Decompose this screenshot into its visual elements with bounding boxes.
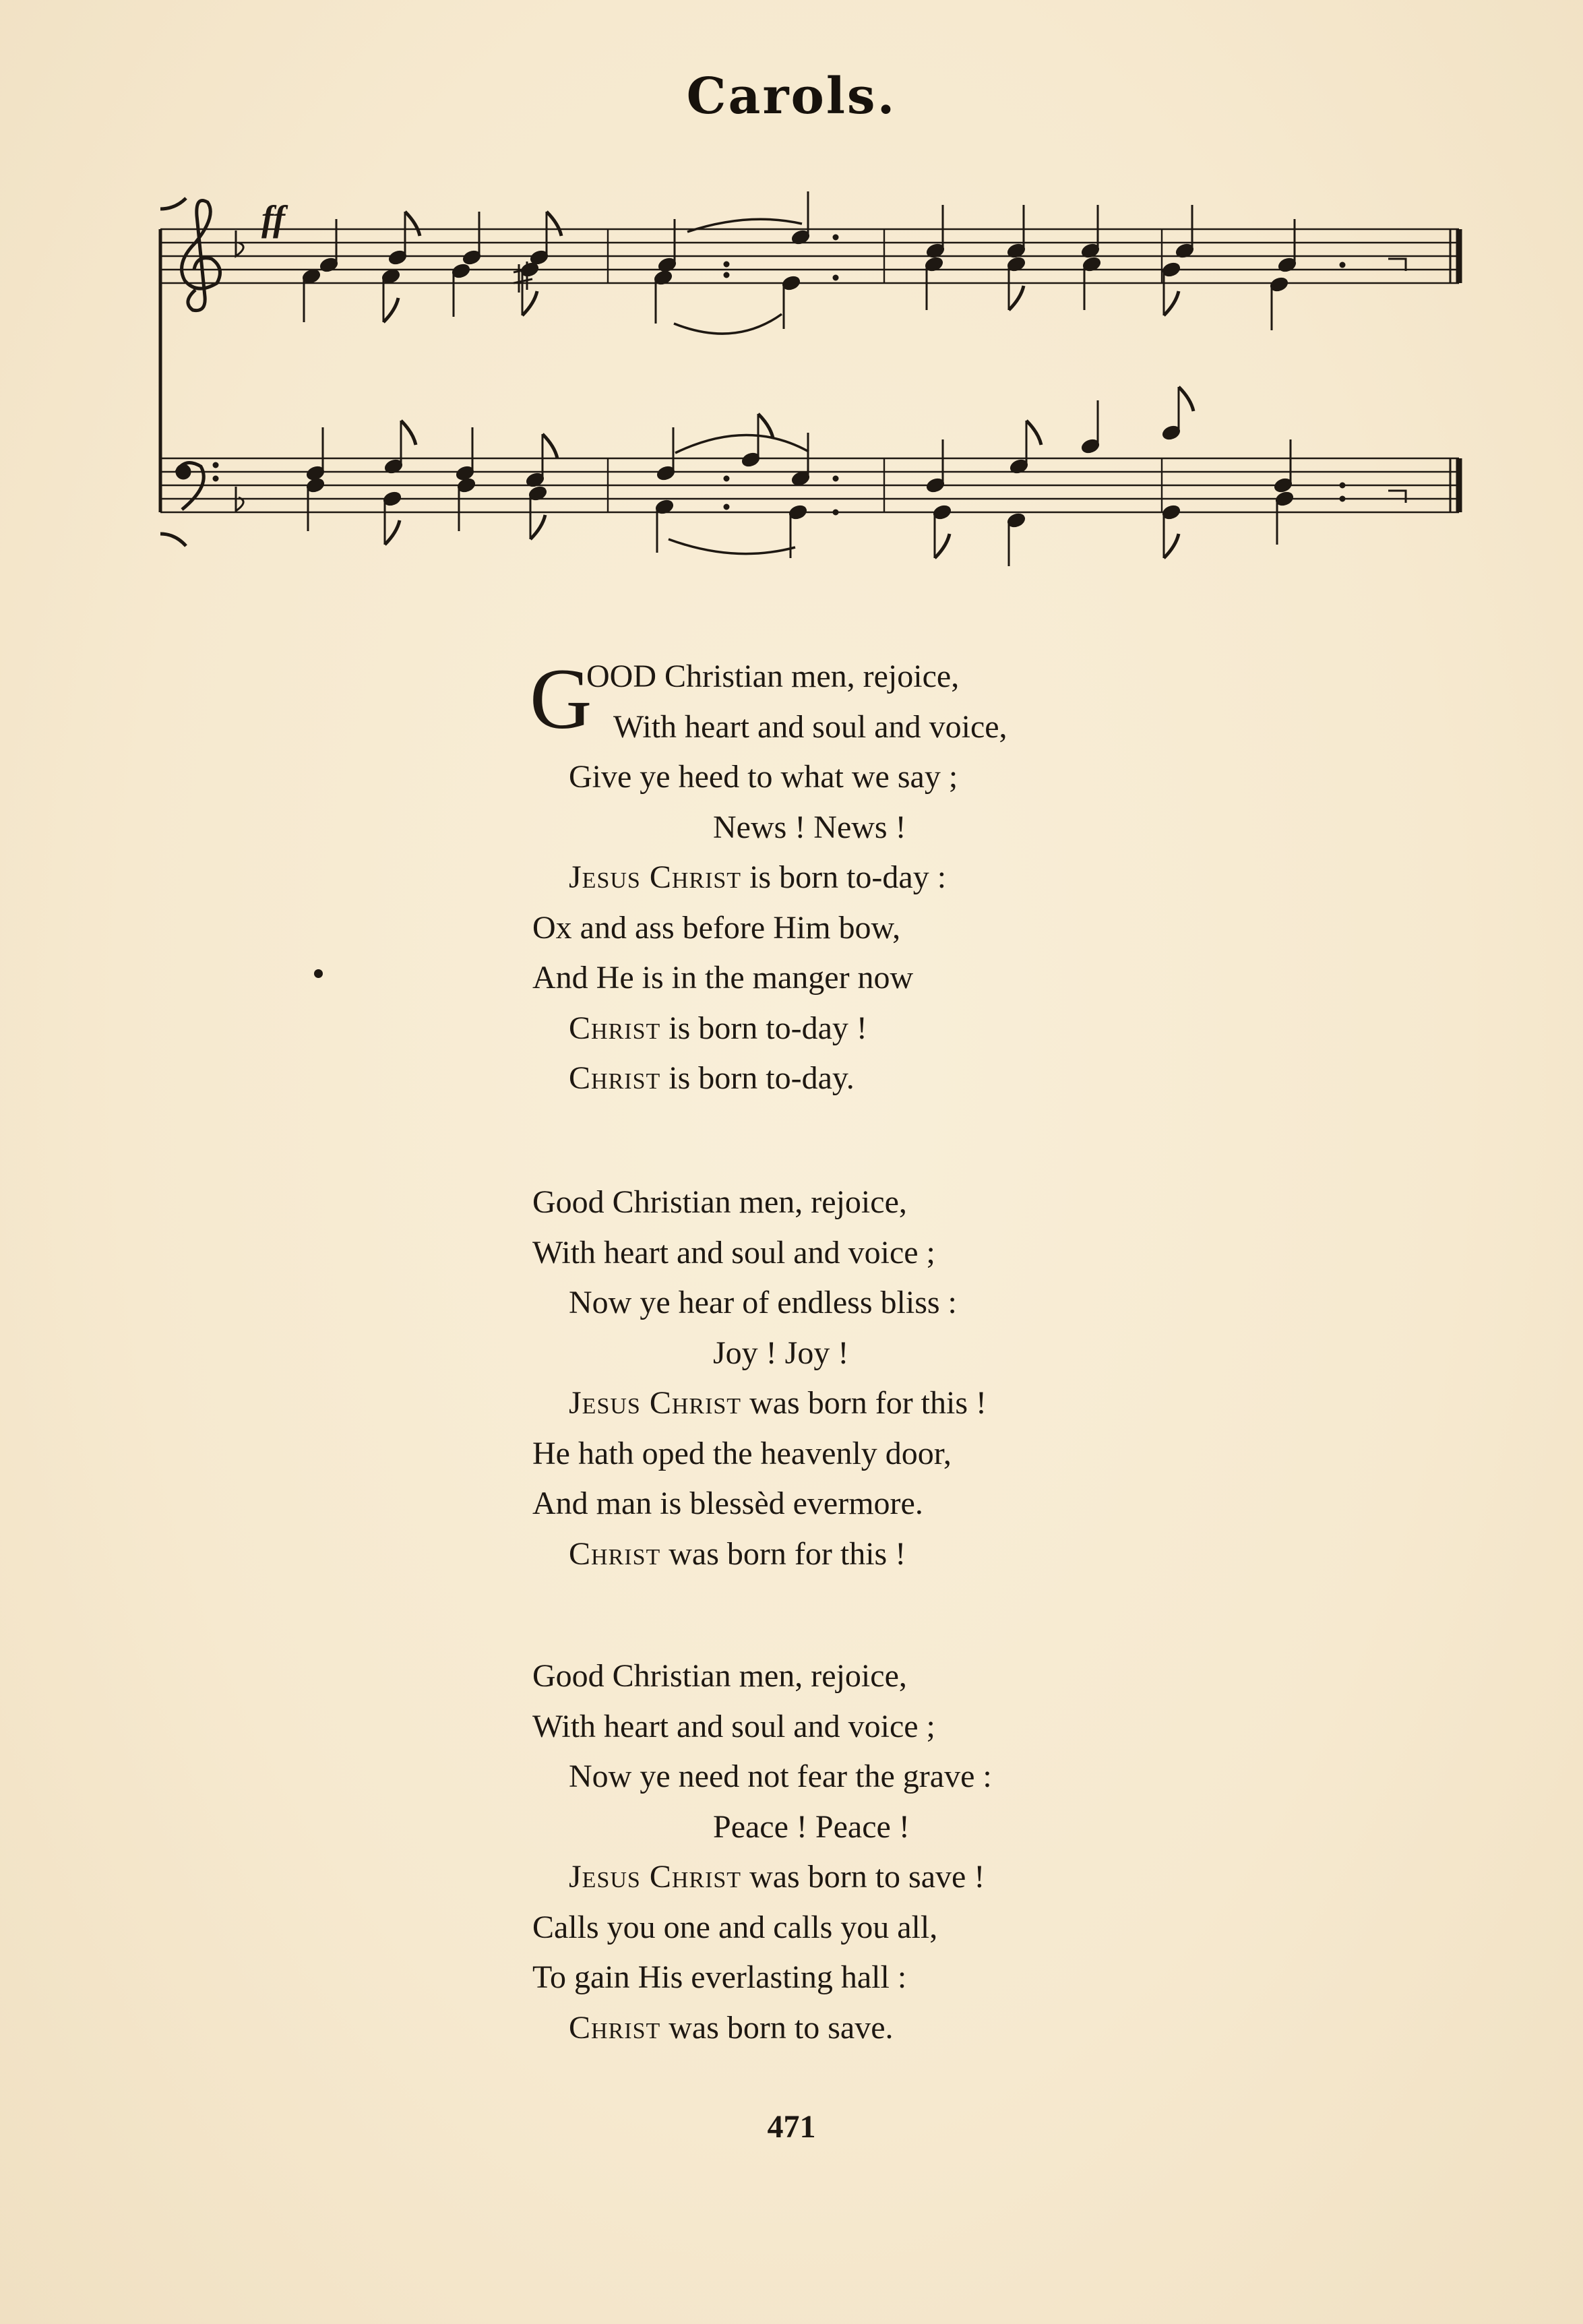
verse-line xyxy=(569,1858,985,1897)
line-text: Peace ! Peace ! xyxy=(713,1808,910,1845)
music-notation xyxy=(155,189,1469,580)
small-caps-name: Jesus Christ xyxy=(569,859,742,895)
drop-cap: G xyxy=(530,651,592,747)
verse-line xyxy=(569,1535,906,1574)
line-text: was born for this ! xyxy=(660,1535,906,1572)
small-caps-name: Christ xyxy=(569,1010,661,1046)
line-text: is born to-day ! xyxy=(660,1010,867,1046)
line-text: To gain His everlasting hall : xyxy=(532,1959,907,1995)
verse-line xyxy=(532,1484,923,1523)
line-text: Good Christian men, rejoice, xyxy=(532,1184,907,1220)
small-caps-name: Jesus Christ xyxy=(569,1385,742,1421)
verse-line xyxy=(532,1434,952,1473)
line-text: OOD Christian men, rejoice, xyxy=(586,659,960,694)
line-text: Calls you one and calls you all, xyxy=(532,1909,938,1945)
verse-line xyxy=(569,1757,992,1796)
small-caps-name: Jesus Christ xyxy=(569,1859,742,1895)
line-text: was born to save. xyxy=(660,2009,894,2046)
verse-line xyxy=(569,1384,987,1423)
verse-line xyxy=(532,1657,907,1696)
verse-line xyxy=(586,657,959,696)
verse-line xyxy=(532,909,900,948)
verse-line xyxy=(569,2009,894,2048)
verse-line xyxy=(569,1059,855,1098)
line-text: is born to-day. xyxy=(660,1060,855,1096)
small-caps-name: Christ xyxy=(569,2009,661,2046)
line-text: was born for this ! xyxy=(741,1385,987,1421)
small-caps-name: Christ xyxy=(569,1535,661,1572)
verse-line xyxy=(569,858,946,897)
verse-line xyxy=(713,808,906,847)
line-text: Joy ! Joy ! xyxy=(713,1335,849,1371)
verse-line xyxy=(532,958,913,998)
verse-line xyxy=(569,758,958,797)
line-text: With heart and soul and voice ; xyxy=(532,1708,935,1744)
verse-line xyxy=(713,1808,910,1847)
verse-line xyxy=(613,708,1007,747)
line-text: With heart and soul and voice, xyxy=(613,708,1007,745)
line-text: And man is blessèd evermore. xyxy=(532,1486,923,1521)
verse-line xyxy=(532,1958,906,1997)
verse-line xyxy=(532,1233,935,1273)
line-text: was born to save ! xyxy=(741,1859,985,1895)
line-text: He hath oped the heavenly door, xyxy=(532,1435,952,1471)
line-text: is born to-day : xyxy=(741,859,947,895)
verse-line xyxy=(532,1707,935,1746)
line-text: News ! News ! xyxy=(713,809,906,845)
dynamic-marking: ff xyxy=(261,198,285,239)
line-text: Good Christian men, rejoice, xyxy=(532,1658,907,1694)
music-score xyxy=(155,189,1469,580)
line-text: Now ye hear of endless bliss : xyxy=(569,1285,957,1320)
verse-line xyxy=(569,1009,867,1048)
verse-line xyxy=(569,1283,957,1322)
line-text: Now ye need not fear the grave : xyxy=(569,1759,992,1794)
verse-line xyxy=(532,1183,907,1222)
line-text: With heart and soul and voice ; xyxy=(532,1234,935,1271)
line-text: Give ye heed to what we say ; xyxy=(569,759,958,795)
running-head-title: Carols. xyxy=(686,67,897,125)
line-text: Ox and ass before Him bow, xyxy=(532,909,901,946)
line-text: And He is in the manger now xyxy=(532,960,914,996)
verse-line xyxy=(713,1334,848,1373)
page-number: 471 xyxy=(767,2109,816,2145)
small-caps-name: Christ xyxy=(569,1060,661,1096)
margin-dot xyxy=(314,969,323,978)
verse-line xyxy=(532,1908,937,1947)
